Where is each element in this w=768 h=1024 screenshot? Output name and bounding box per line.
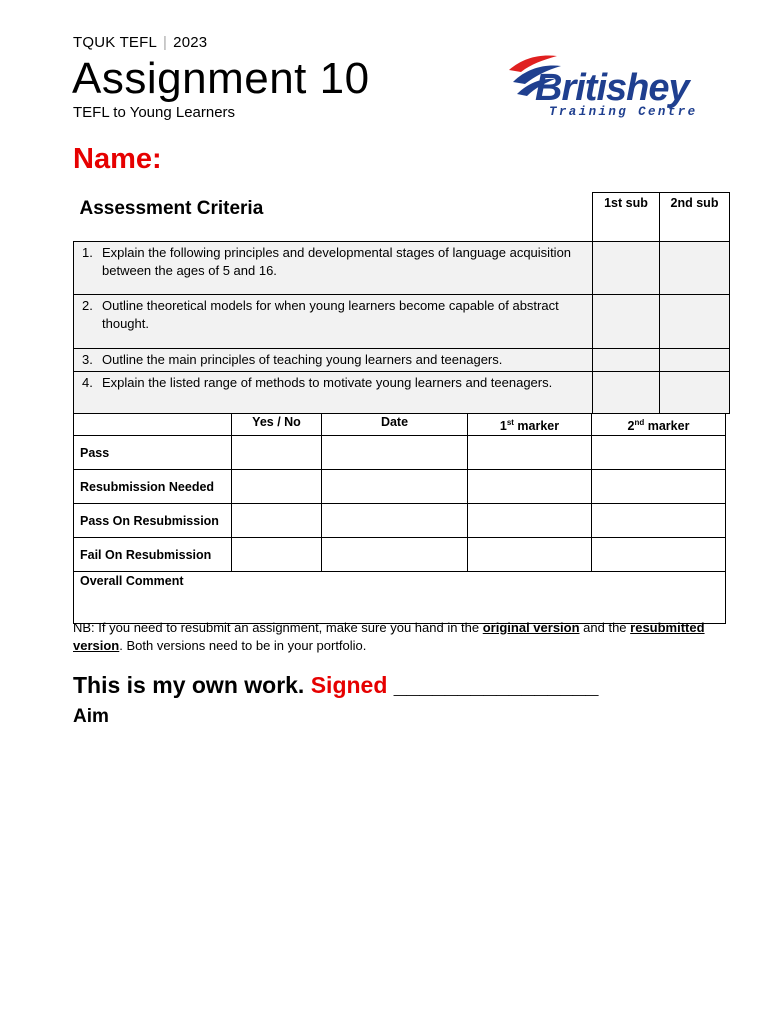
criterion-text: Outline the main principles of teaching young learners and teenagers. [102, 351, 503, 367]
criterion-text: Explain the listed range of methods to motivate young learners and teenagers. [102, 374, 553, 390]
overall-comment-field[interactable] [74, 572, 726, 624]
criteria-row-4 [74, 371, 730, 413]
marks-row-pass-on-resubmission [74, 504, 726, 538]
criterion-3-2nd-sub-cell[interactable] [660, 348, 730, 371]
resub-needed-yes-no-cell[interactable] [232, 470, 322, 504]
header-2nd-marker [592, 414, 726, 436]
pass-yes-no-cell[interactable] [232, 436, 322, 470]
header-separator: | [163, 34, 168, 51]
marker2-word: marker [644, 419, 690, 434]
criteria-header-row [74, 193, 730, 242]
resub-needed-1st-marker-cell[interactable] [468, 470, 592, 504]
marker1-num: 1 [499, 419, 507, 434]
logo-brand: Britishey [535, 67, 689, 109]
declaration [73, 672, 598, 699]
logo-tagline: Training Centre [549, 105, 698, 119]
marks-row-pass [74, 436, 726, 470]
criterion-2 [74, 294, 593, 348]
criterion-3-1st-sub-cell[interactable] [593, 348, 660, 371]
criterion-text: Outline theoretical models for when young learners become capable of abstract thought. [102, 297, 559, 331]
criterion-1-2nd-sub-cell[interactable] [660, 241, 730, 294]
header-date: Date [322, 414, 468, 436]
criterion-number: 3. [82, 351, 93, 367]
name-label: Name: [73, 143, 162, 175]
year: 2023 [173, 34, 208, 51]
criterion-4-1st-sub-cell[interactable] [593, 371, 660, 413]
criterion-4 [74, 371, 593, 413]
nb-text-3: . Both versions need to be in your portfolio. [119, 638, 367, 653]
criterion-number: 4. [82, 374, 93, 390]
criterion-3 [74, 348, 593, 371]
original-version-text: original version [482, 620, 580, 635]
criterion-2-1st-sub-cell[interactable] [593, 294, 660, 348]
criterion-number: 1. [82, 244, 93, 260]
header-yes-no: Yes / No [232, 414, 322, 436]
nb-text-2: and the [579, 620, 631, 635]
marks-row-overall-comment [74, 572, 726, 624]
header-2nd-sub: 2nd sub [660, 193, 730, 242]
declaration-text: This is my own work. [73, 672, 311, 698]
criteria-row-1 [74, 241, 730, 294]
criteria-row-2 [74, 294, 730, 348]
pass-resub-date-cell[interactable] [322, 504, 468, 538]
criterion-4-2nd-sub-cell[interactable] [660, 371, 730, 413]
pass-resub-1st-marker-cell[interactable] [468, 504, 592, 538]
overall-comment-label: Overall Comment [80, 574, 184, 589]
pass-date-cell[interactable] [322, 436, 468, 470]
aim-label: Aim [73, 706, 109, 727]
row-label-pass: Pass [74, 436, 232, 470]
marks-header-blank [74, 414, 232, 436]
marker1-word: marker [513, 419, 560, 434]
header-1st-marker [468, 414, 592, 436]
britishey-logo [505, 48, 733, 122]
fail-resub-yes-no-cell[interactable] [232, 538, 322, 572]
signature-line[interactable]: ________________ [387, 672, 599, 698]
marker2-sup: nd [634, 418, 645, 427]
criteria-title: Assessment Criteria [74, 193, 593, 242]
fail-resub-1st-marker-cell[interactable] [468, 538, 592, 572]
marks-header-row [74, 414, 726, 436]
resub-needed-2nd-marker-cell[interactable] [592, 470, 726, 504]
criterion-2-2nd-sub-cell[interactable] [660, 294, 730, 348]
row-label-resubmission-needed: Resubmission Needed [74, 470, 232, 504]
criterion-text: Explain the following principles and developmental stages of language acquisition between the ages of 5 and 16. [102, 244, 572, 278]
nb-note [73, 619, 713, 655]
pass-2nd-marker-cell[interactable] [592, 436, 726, 470]
marks-row-fail-on-resubmission [74, 538, 726, 572]
page-subtitle: TEFL to Young Learners [73, 104, 236, 121]
row-label-pass-on-resubmission: Pass On Resubmission [74, 504, 232, 538]
pass-resub-2nd-marker-cell[interactable] [592, 504, 726, 538]
criterion-number: 2. [82, 297, 93, 313]
page-title: Assignment 10 [72, 54, 370, 103]
marker1-sup: st [506, 418, 514, 427]
pass-1st-marker-cell[interactable] [468, 436, 592, 470]
criteria-table [73, 192, 730, 414]
signed-label: Signed [310, 672, 388, 698]
marker2-num: 2 [627, 419, 635, 434]
marks-table [73, 413, 726, 624]
criteria-row-3 [74, 348, 730, 371]
criterion-1-1st-sub-cell[interactable] [593, 241, 660, 294]
resub-needed-date-cell[interactable] [322, 470, 468, 504]
fail-resub-2nd-marker-cell[interactable] [592, 538, 726, 572]
resubmitted-version-text: resubmitted version [73, 620, 705, 653]
org-name: TQUK TEFL [73, 34, 158, 51]
header-1st-sub: 1st sub [593, 193, 660, 242]
nb-text-1: NB: If you need to resubmit an assignment, make sure you hand in the [73, 620, 483, 635]
fail-resub-date-cell[interactable] [322, 538, 468, 572]
header-org-year [73, 34, 207, 51]
row-label-fail-on-resubmission: Fail On Resubmission [74, 538, 232, 572]
marks-row-resubmission-needed [74, 470, 726, 504]
pass-resub-yes-no-cell[interactable] [232, 504, 322, 538]
criterion-1 [74, 241, 593, 294]
